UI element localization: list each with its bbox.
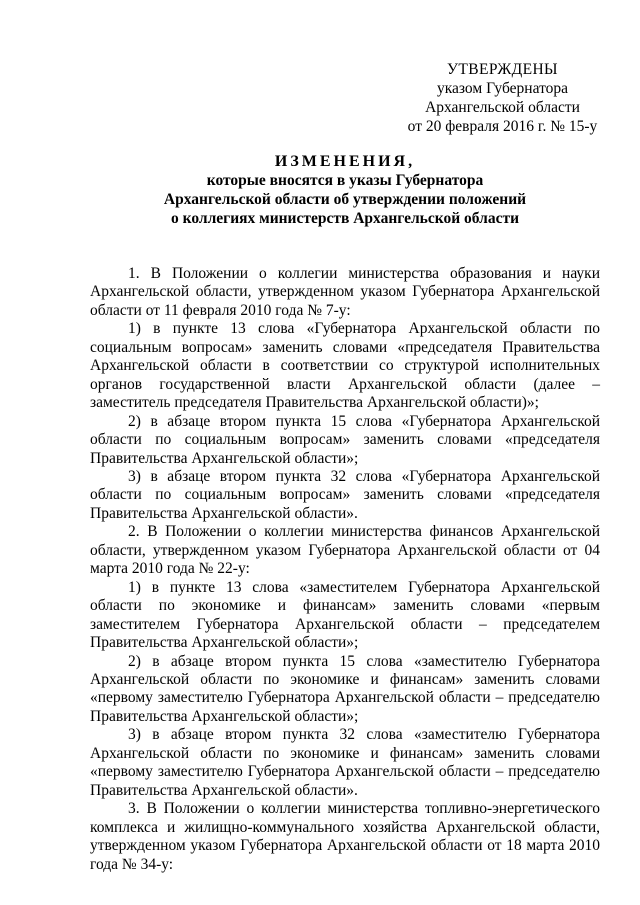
section-1-item-2: 2) в абзаце втором пункта 15 слова «Губернатора Архангельской области по социальным вопросам» заменить словами «председателя Правительства Архангельской области»;: [90, 412, 600, 467]
approval-authority: указом Губернатора: [436, 80, 569, 97]
document-subtitle-line-2: Архангельской области об утверждении положений: [163, 191, 527, 208]
section-1-item-1: 1) в пункте 13 слова «Губернатора Архангельской области по социальным вопросам» заменить словами «председателя Правительства Архангельской области в соответствии со структурой исполнительных органов государственной власти Архангельской области (далее – заместитель председателя Правительства Архангельской области)»;: [90, 320, 600, 412]
section-2-item-2: 2) в абзаце втором пункта 15 слова «заместителю Губернатора Архангельской области по экономике и финансам» заменить словами «первому заместителю Губернатора Архангельской области – председателю Правительства Архангельской области»;: [90, 652, 600, 725]
document-heading: [90, 152, 600, 228]
section-1-item-3: 3) в абзаце втором пункта 32 слова «Губернатора Архангельской области по социальным вопросам» заменить словами «председателя Правительства Архангельской области».: [90, 467, 600, 522]
section-3-intro: 3. В Положении о коллегии министерства топливно-энергетического комплекса и жилищно-коммунального хозяйства Архангельской области, утвержденном указом Губернатора Архангельской области от 18 марта 2010 года № 34-у:: [90, 800, 600, 873]
document-title: ИЗМЕНЕНИЯ,: [274, 153, 416, 170]
document-subtitle-line-3: о коллегиях министерств Архангельской области: [170, 210, 520, 227]
approval-date: от 20 февраля 2016 г. № 15-у: [407, 118, 598, 135]
document-body: [90, 265, 600, 874]
section-1-intro: 1. В Положении о коллегии министерства образования и науки Архангельской области, утвержденном указом Губернатора Архангельской области от 11 февраля 2010 года № 7-у:: [90, 265, 600, 319]
section-2-item-3: 3) в абзаце втором пункта 32 слова «заместителю Губернатора Архангельской области по экономике и финансам» заменить словами «первому заместителю Губернатора Архангельской области – председателю Правительства Архангельской области».: [90, 726, 600, 799]
approval-title: УТВЕРЖДЕНЫ: [447, 61, 558, 78]
document-subtitle-line-1: которые вносятся в указы Губернатора: [206, 172, 484, 189]
section-2-item-1: 1) в пункте 13 слова «заместителем Губернатора Архангельской области по экономике и финансам» заменить словами «первым заместителем Губернатора Архангельской области – председателем Правительства Архангельской области»;: [90, 578, 600, 652]
approval-region: Архангельской области: [425, 99, 580, 116]
section-2-intro: 2. В Положении о коллегии министерства финансов Архангельской области, утвержденном указом Губернатора Архангельской области от 04 марта 2010 года № 22-у:: [90, 523, 600, 578]
approval-stamp: [380, 60, 625, 136]
